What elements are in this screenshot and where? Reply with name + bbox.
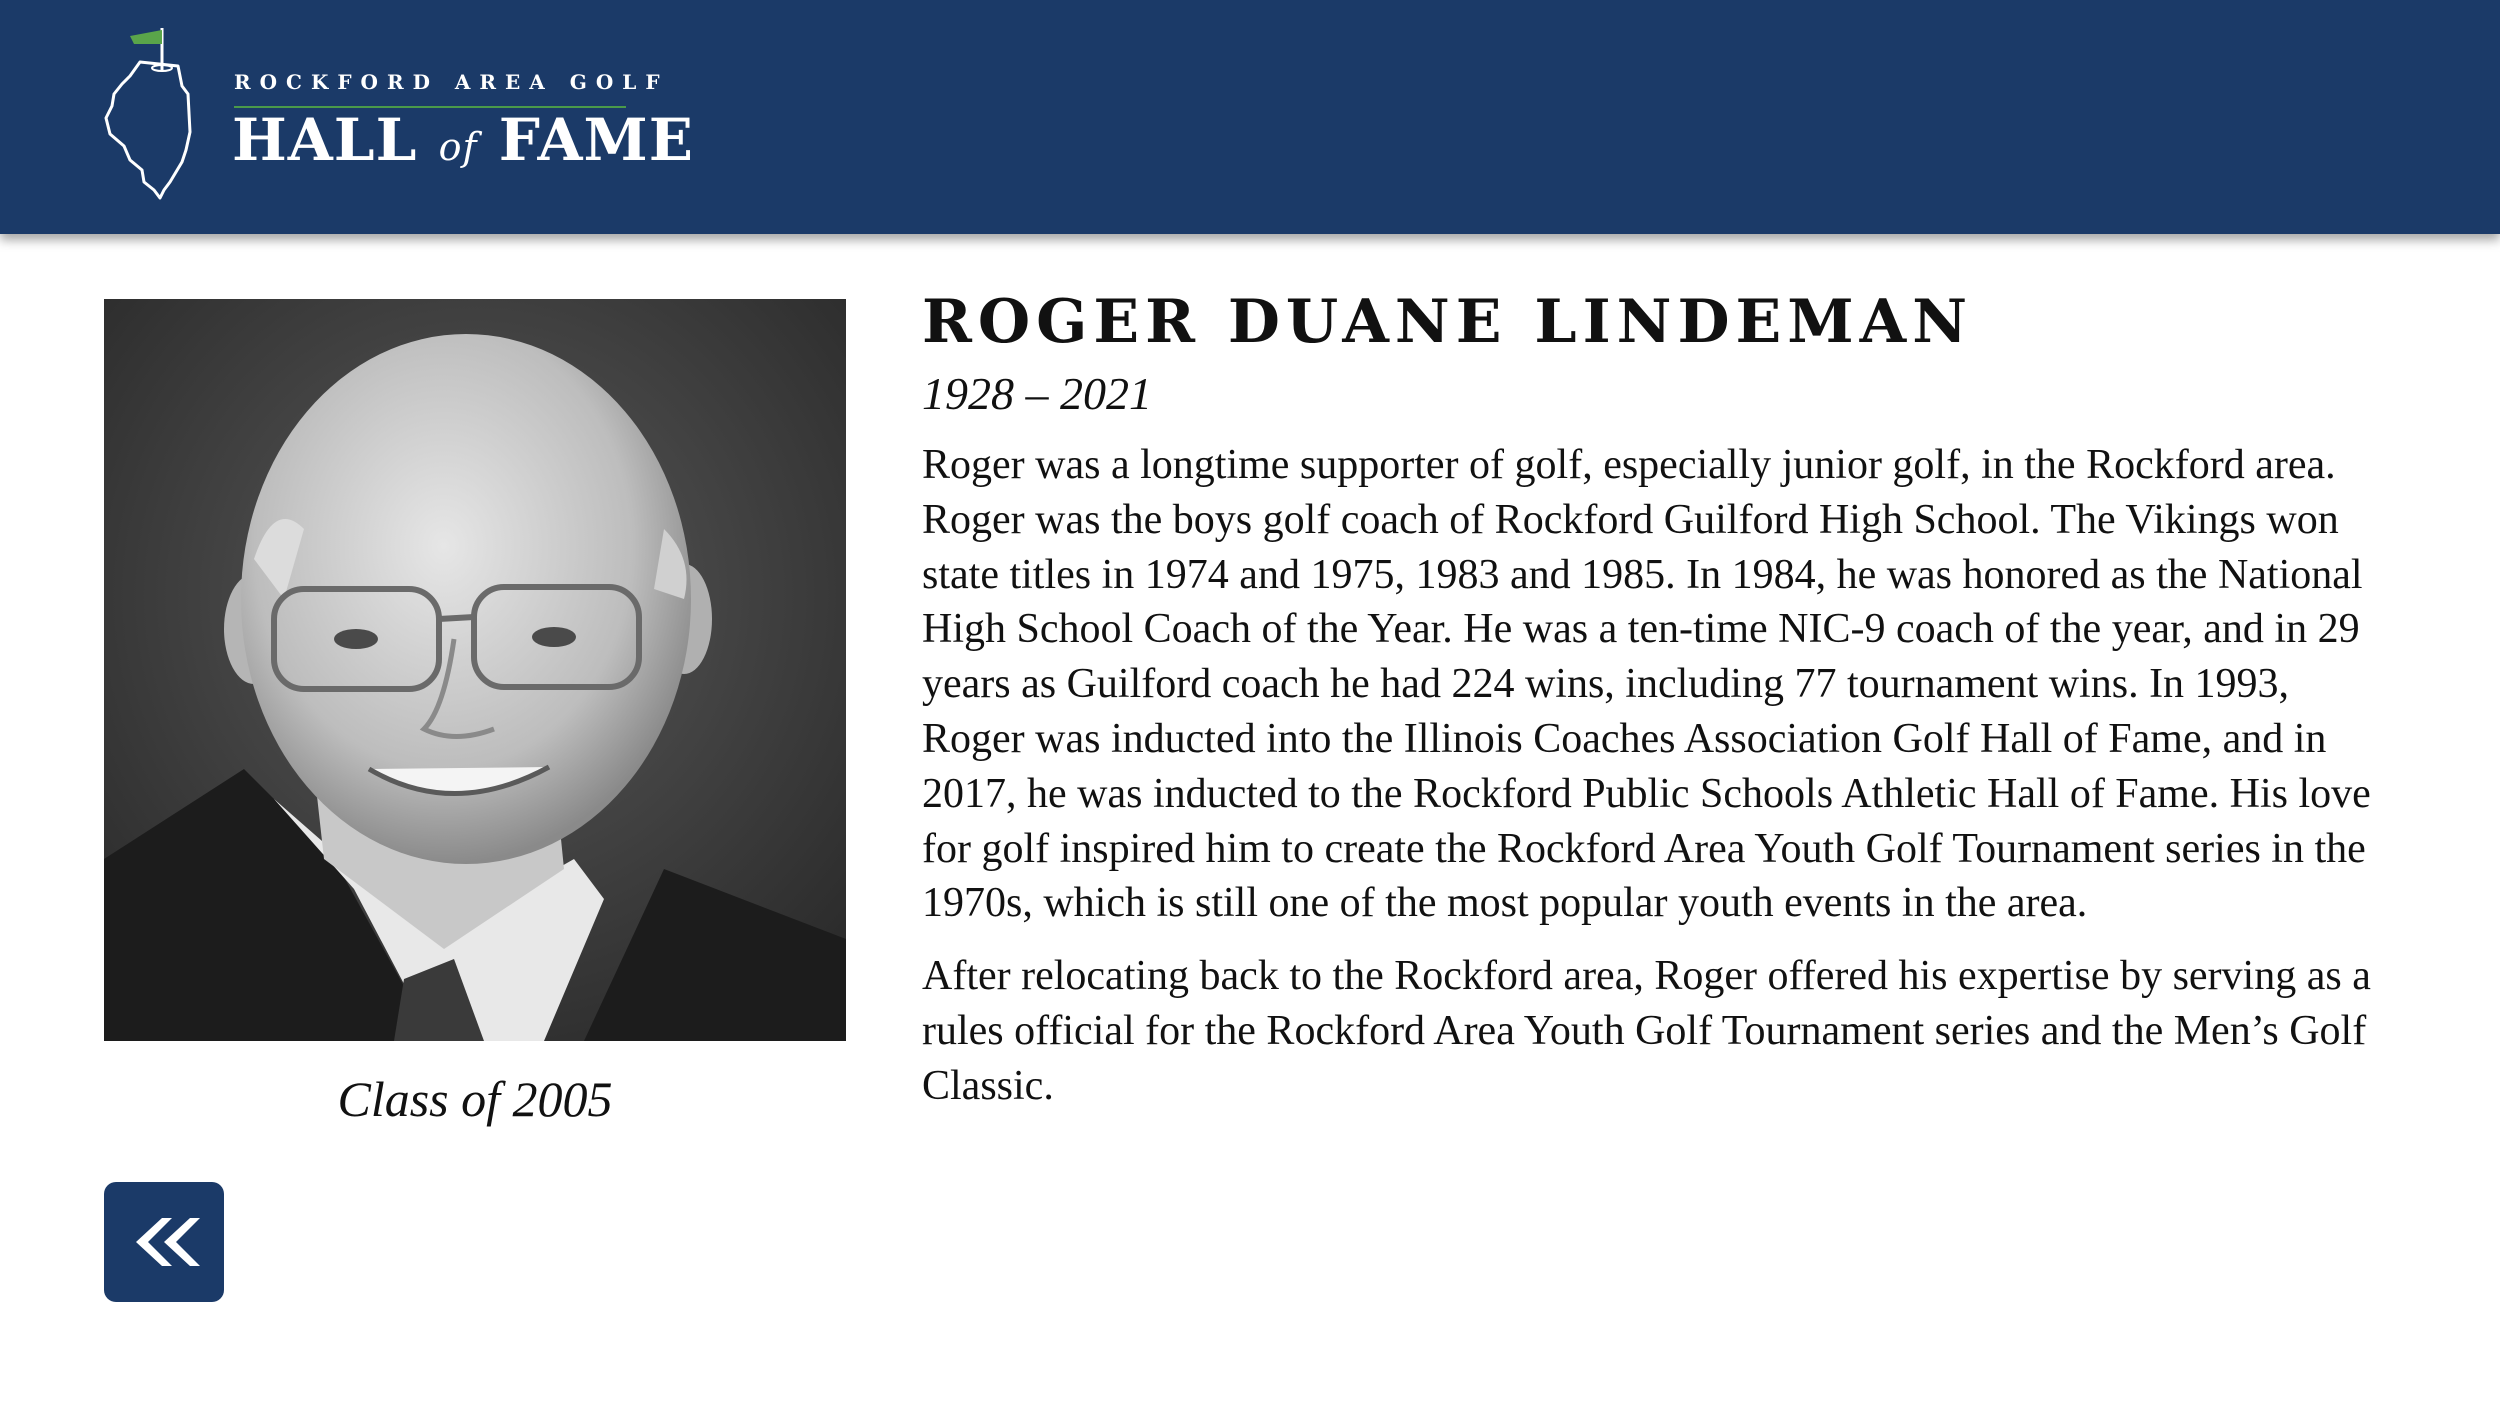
bio-paragraph-2: After relocating back to the Rockford area, Roger offered his expertise by serving as a rules official for the Rockford Area Youth Golf Tournament series and the Men’s Golf Classic. (922, 953, 2371, 1109)
portrait-image (104, 299, 846, 1041)
header-bar (0, 0, 2500, 234)
logo-title-hall: HALL (232, 106, 418, 174)
bio-paragraph-1: Roger was a longtime supporter of golf, especially junior golf, in the Rockford area. Roger was the boys golf coach of Rockford Guilford High School. The Vikings won state titles in 1974 and 1975, 1983 and 1985. In 1984, he was honored as the National High School Coach of the Year. He was a ten-time NIC-9 coach of the year, and in 29 years as Guilford coach he had 224 wins, including 77 tournament wins. In 1993, Roger was inducted into the Illinois Coaches Association Golf Hall of Fame, and in 2017, he was inducted to the Rockford Public Schools Athletic Hall of Fame. His love for golf inspired him to create the Rockford Area Youth Golf Tournament series in the 1970s, which is still one of the most popular youth events in the area. (922, 442, 2371, 927)
induction-class-caption: Class of 2005 (337, 1071, 613, 1127)
double-chevron-left-icon (126, 1214, 202, 1270)
inductee-years: 1928 – 2021 (922, 368, 1152, 419)
illinois-flag-icon (100, 22, 210, 202)
logo-title-of: of (438, 125, 478, 169)
logo-title (232, 106, 694, 174)
hall-of-fame-logo (100, 22, 694, 202)
logo-title-fame: FAME (498, 106, 694, 174)
back-button[interactable] (104, 1182, 224, 1302)
inductee-name: ROGER DUANE LINDEMAN (922, 287, 1974, 357)
inductee-portrait (104, 299, 846, 1041)
inductee-details (922, 286, 2392, 1114)
logo-subtitle: ROCKFORD AREA GOLF (234, 70, 669, 94)
